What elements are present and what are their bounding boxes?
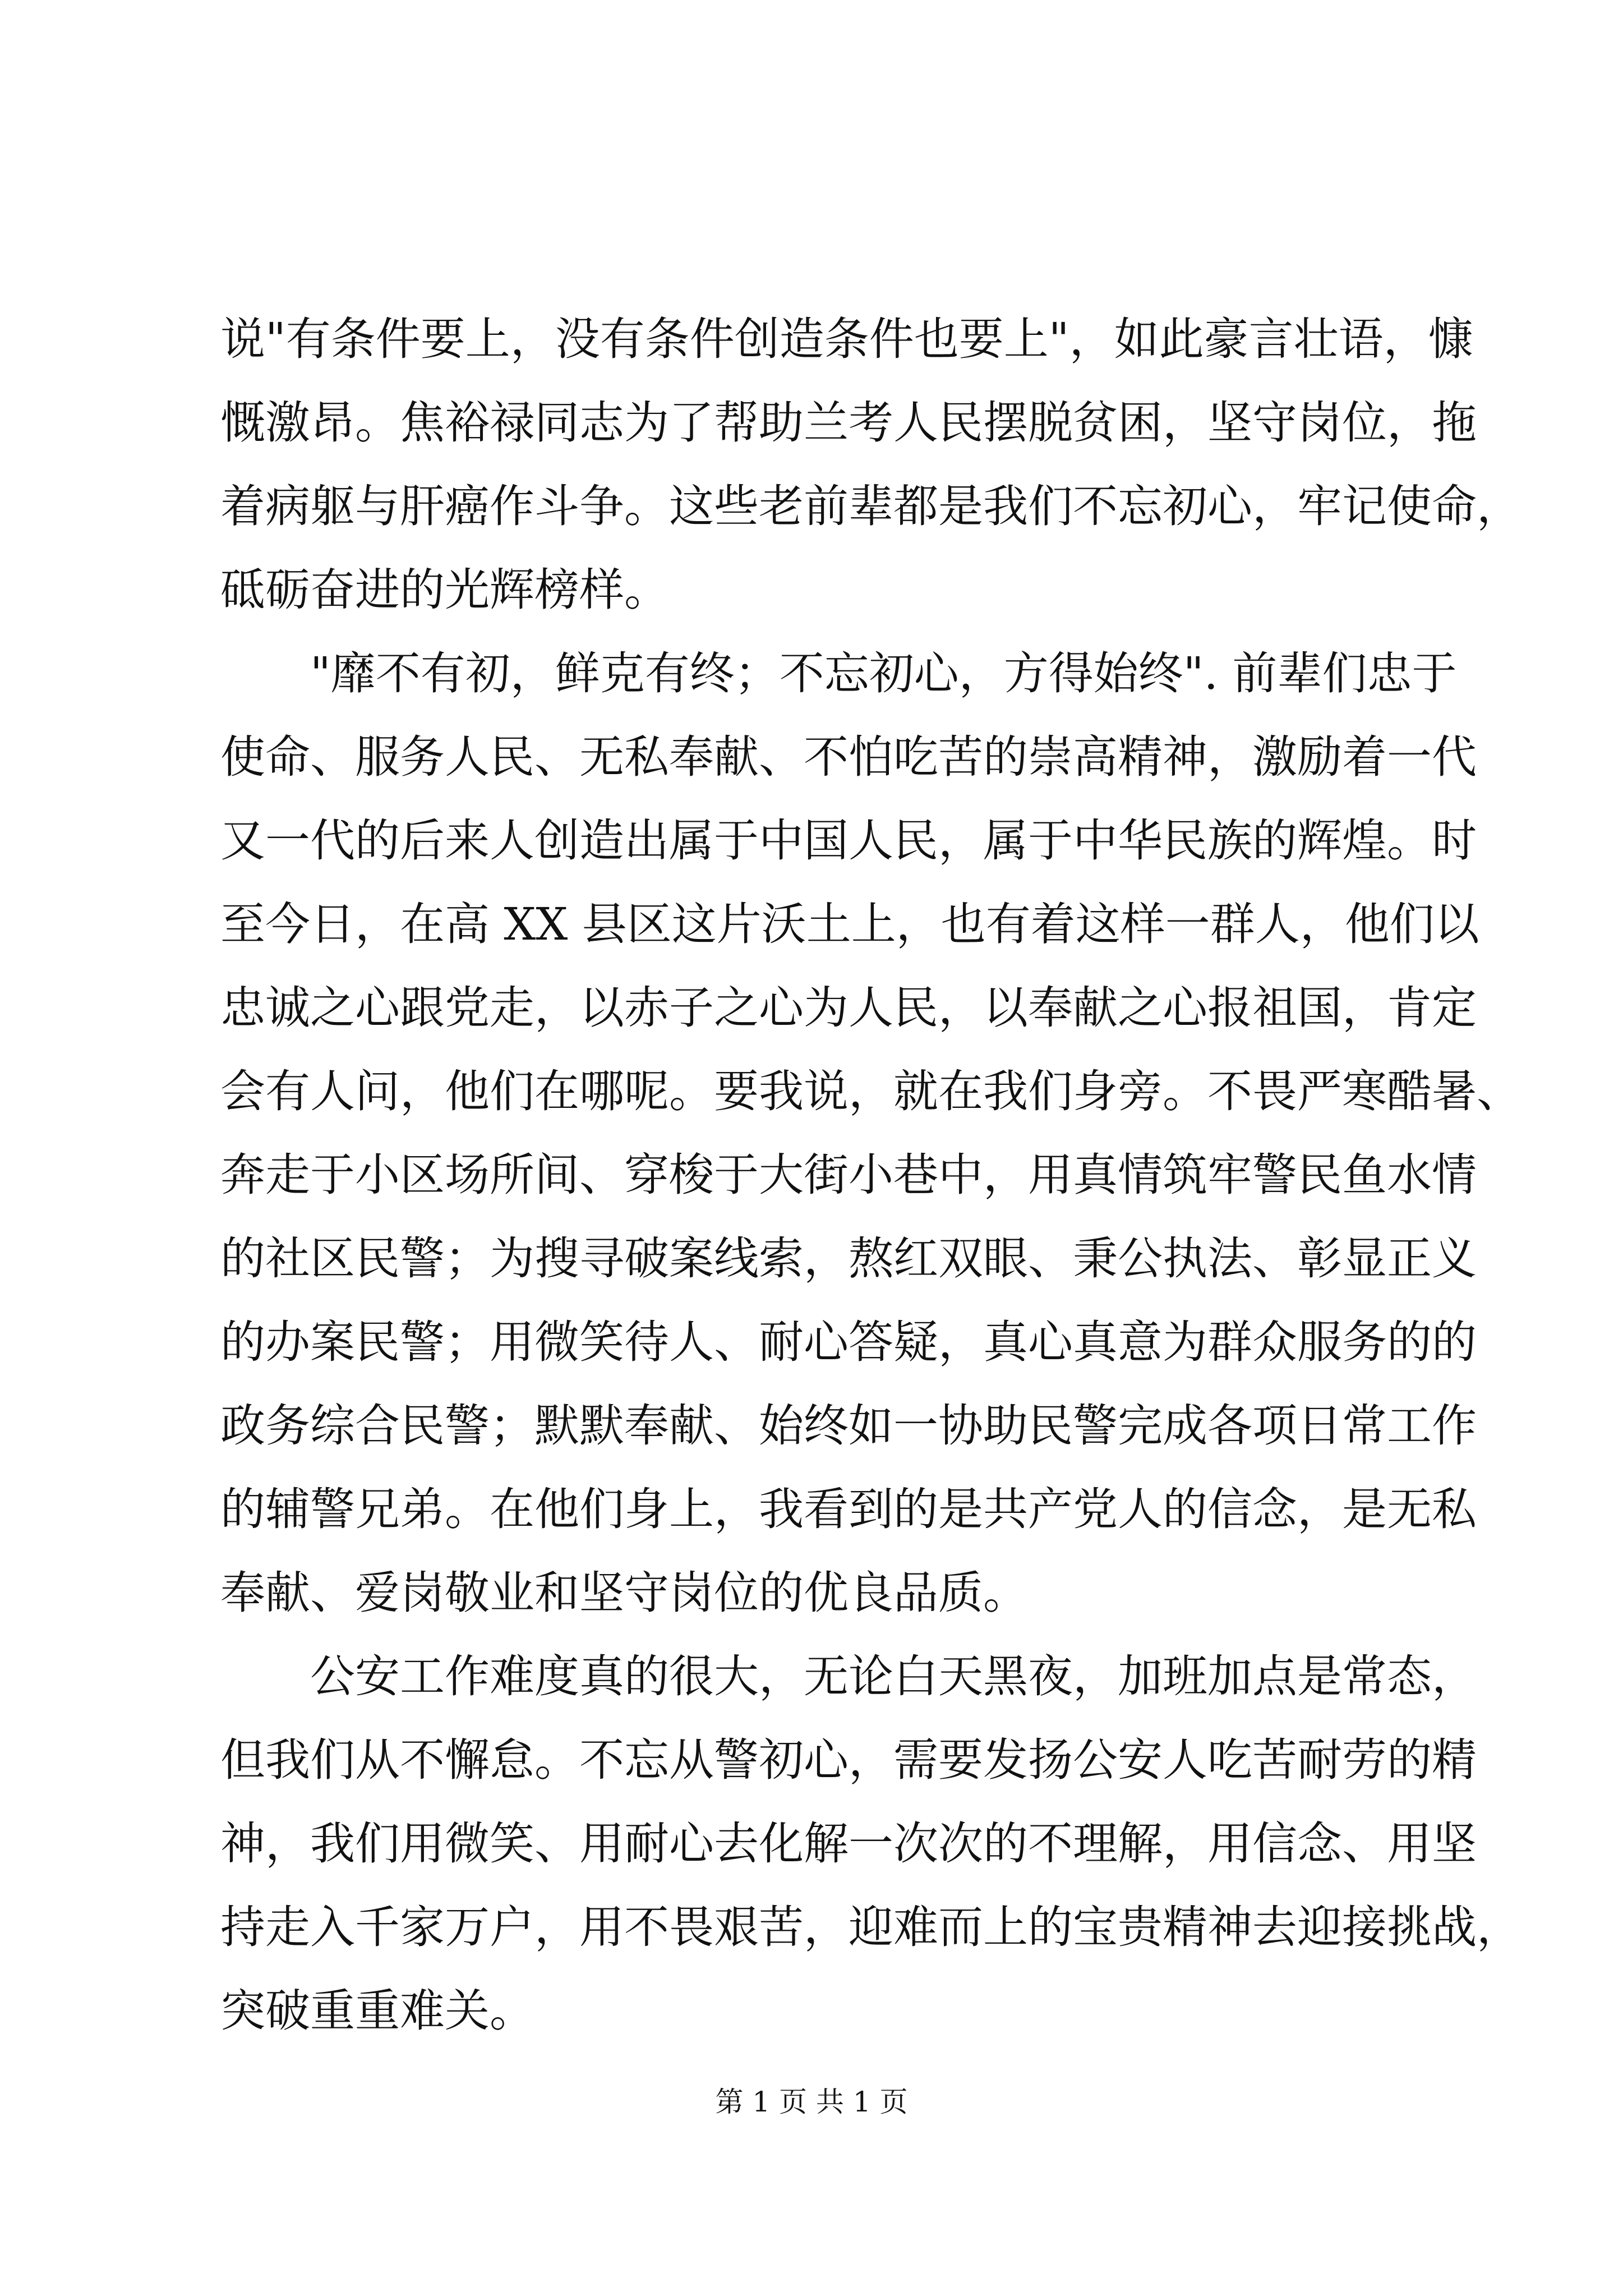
text-line: 但我们从不懈怠。不忘从警初心，需要发扬公安人吃苦耐劳的精 xyxy=(220,1734,1477,1786)
text-line: 又一代的后来人创造出属于中国人民，属于中华民族的辉煌。时 xyxy=(220,815,1477,867)
text-line: 忠诚之心跟党走，以赤子之心为人民，以奉献之心报祖国，肯定 xyxy=(220,982,1477,1034)
text-line: 突破重重难关。 xyxy=(220,1985,534,2037)
page-footer: 第 1 页 共 1 页 xyxy=(715,2086,908,2118)
text-line: 说"有条件要上，没有条件创造条件也要上"，如此豪言壮语，慷 xyxy=(220,313,1473,365)
text-line: 会有人问，他们在哪呢。要我说，就在我们身旁。不畏严寒酷暑、 xyxy=(220,1065,1521,1117)
text-line: 公安工作难度真的很大，无论白天黑夜，加班加点是常态， xyxy=(310,1650,1477,1703)
text-line: 的辅警兄弟。在他们身上，我看到的是共产党人的信念，是无私 xyxy=(220,1483,1477,1535)
text-line: 的办案民警；用微笑待人、耐心答疑，真心真意为群众服务的的 xyxy=(220,1316,1477,1368)
text-line: 奔走于小区场所间、穿梭于大街小巷中，用真情筑牢警民鱼水情 xyxy=(220,1149,1477,1201)
text-line: 慨激昂。焦裕禄同志为了帮助兰考人民摆脱贫困，坚守岗位，拖 xyxy=(220,397,1477,449)
text-line: 政务综合民警；默默奉献、始终如一协助民警完成各项日常工作 xyxy=(220,1400,1477,1452)
body-text xyxy=(220,297,1521,2053)
text-line: 神，我们用微笑、用耐心去化解一次次的不理解，用信念、用坚 xyxy=(220,1818,1477,1870)
text-line: "靡不有初，鲜克有终；不忘初心，方得始终". 前辈们忠于 xyxy=(310,647,1457,700)
text-line: 至今日，在高 XX 县区这片沃土上，也有着这样一群人，他们以 xyxy=(220,898,1479,950)
text-line: 的社区民警；为搜寻破案线索，熬红双眼、秉公执法、彰显正义 xyxy=(220,1232,1477,1285)
text-line: 使命、服务人民、无私奉献、不怕吃苦的崇高精神，激励着一代 xyxy=(220,731,1477,783)
text-line: 着病躯与肝癌作斗争。这些老前辈都是我们不忘初心，牢记使命， xyxy=(220,480,1521,532)
text-line: 持走入千家万户，用不畏艰苦，迎难而上的宝贵精神去迎接挑战， xyxy=(220,1901,1521,1953)
text-line: 奉献、爱岗敬业和坚守岗位的优良品质。 xyxy=(220,1567,1028,1619)
text-line: 砥砺奋进的光辉榜样。 xyxy=(220,564,669,616)
